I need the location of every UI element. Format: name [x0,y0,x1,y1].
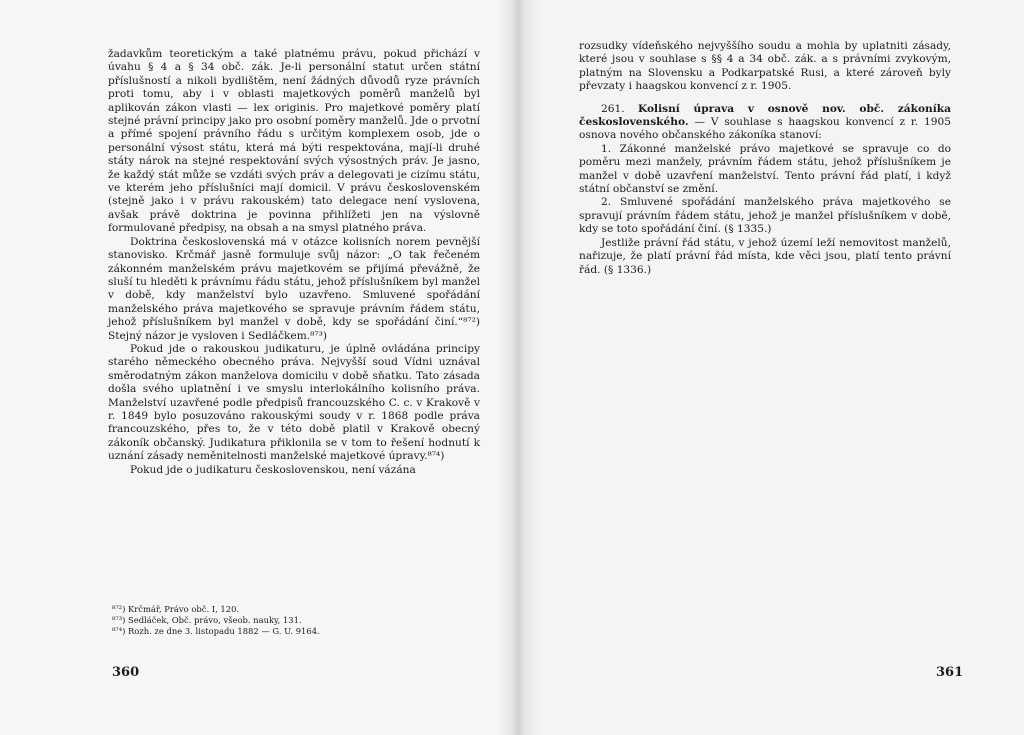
section-text: — V souhlase s haagskou konvencí z r. 1905 osnova nového občanského zákoníka stanoví: [579,116,951,142]
footnotes [112,604,472,637]
paragraph: žadavkům teoretickým a také platnému právu, pokud přichází v úvahu § 4 a § 34 obč. zák. Je-li personální statut určen státní příslušností a nikoli bydlištěm, není žádných důvodů ryze právních proti tomu, aby i v oblasti majetkových poměrů manželů byl aplikován zákon vlasti — lex originis. Pro majetkové poměry platí stejné právní principy jako pro osobní poměry manželů. Jde o prvotní a přímé spojení právního řádu s určitým komplexem osob, jde o personální výsost státu, která má býti respektována, mají-li druhé státy nárok na stejné respektování svých výsostných práv. Je jasno, že každý stát může se vzdáti svých práv a delegovati je cizímu státu, ve kterém jeho příslušníci mají domicil. V právu československém (stejně jako i v právu rakouském) tato delegace není vyslovena, avšak právě doktrina je povinna přihlížeti jen na výslovně formulované předpisy, na obsah a na smysl platného práva. [108,48,480,235]
footnote: ⁸⁷²) Krčmář, Právo obč. I, 120. [112,604,240,614]
paragraph: Pokud jde o judikaturu československou, není vázána [130,463,416,476]
section-title: Kolisní úprava v osnově nov. obč. zákoníka československého. [579,102,951,129]
footnote: ⁸⁷⁴) Rozh. ze dne 3. listopadu 1882 — G. U. 9164. [112,626,320,636]
paragraph: Jestliže právní řád státu, v jehož území leží nemovitost manželů, nařizuje, že platí právní řád místa, kde věci jsou, platí tento právní řád. (§ 1336.) [579,236,951,276]
left-page-text [108,48,480,477]
page-number-left: 360 [112,665,140,680]
section-number: 261. [601,102,625,115]
paragraph: rozsudky vídeňského nejvyššího soudu a mohla by uplatniti zásady, které jsou v souhlase s §§ 4 a 34 obč. zák. a s právními zvykovým, platným na Slovensku a Podkarpatské Rusi, a které zároveň byly převzaty i haagskou konvencí z r. 1905. [579,40,951,93]
paragraph: Pokud jde o rakouskou judikaturu, je úplně ovládána principy starého německého obecného práva. Nejvyšší soud Vídni uznával směrodatným zákon manželova domicilu v době sňatku. Tato zásada došla svého uplatnění i ve smyslu interlokálního kolisního práva. Manželství uzavřené podle předpisů francouzského C. c. v Krakově v r. 1849 bylo posuzováno rakouskými soudy v r. 1868 podle práva francouzského, přes to, že v této době platil v Krakově obecný zákoník občanský. Judikatura přiklonila se v tom to řešení hodnutí k uznání zásady neměnitelnosti manželské majetkové úpravy.⁸⁷⁴) [108,342,480,463]
numbered-point: 2. Smluvené spořádání manželského práva majetkového se spravují právním řádem státu, jehož je manžel příslušníkem v době, kdy se toto spořádání činí. (§ 1335.) [579,196,951,236]
paragraph: Doktrina československá má v otázce kolisních norem pevnější stanovisko. Krčmář jasně formuluje svůj názor: „O tak řečeném zákonném manželském právu majetkovém se přijímá převážně, že sluší tu hleděti k právnímu řádu státu, jehož příslušníkem byl manžel v době, kdy manželství bylo uzavřeno. Smluvené spořádání manželského práva majetkového se spravuje právním řádem státu, jehož příslušníkem byl manžel v době, kdy se spořádání činí.“⁸⁷²) Stejný názor je vysloven i Sedláčkem.⁸⁷³) [108,235,480,342]
right-page-text [579,40,951,277]
section-heading [579,103,951,143]
footnote: ⁸⁷³) Sedláček, Obč. právo, všeob. nauky, 131. [112,615,302,625]
page-number-right: 361 [936,665,964,680]
book-gutter [496,0,540,735]
numbered-point: 1. Zákonné manželské právo majetkové se spravuje co do poměru mezi manžely, právním řádem státu, jehož příslušníkem je manžel v době uzavření manželství. Tento právní řád platí, i když státní občanství se změní. [579,142,951,196]
